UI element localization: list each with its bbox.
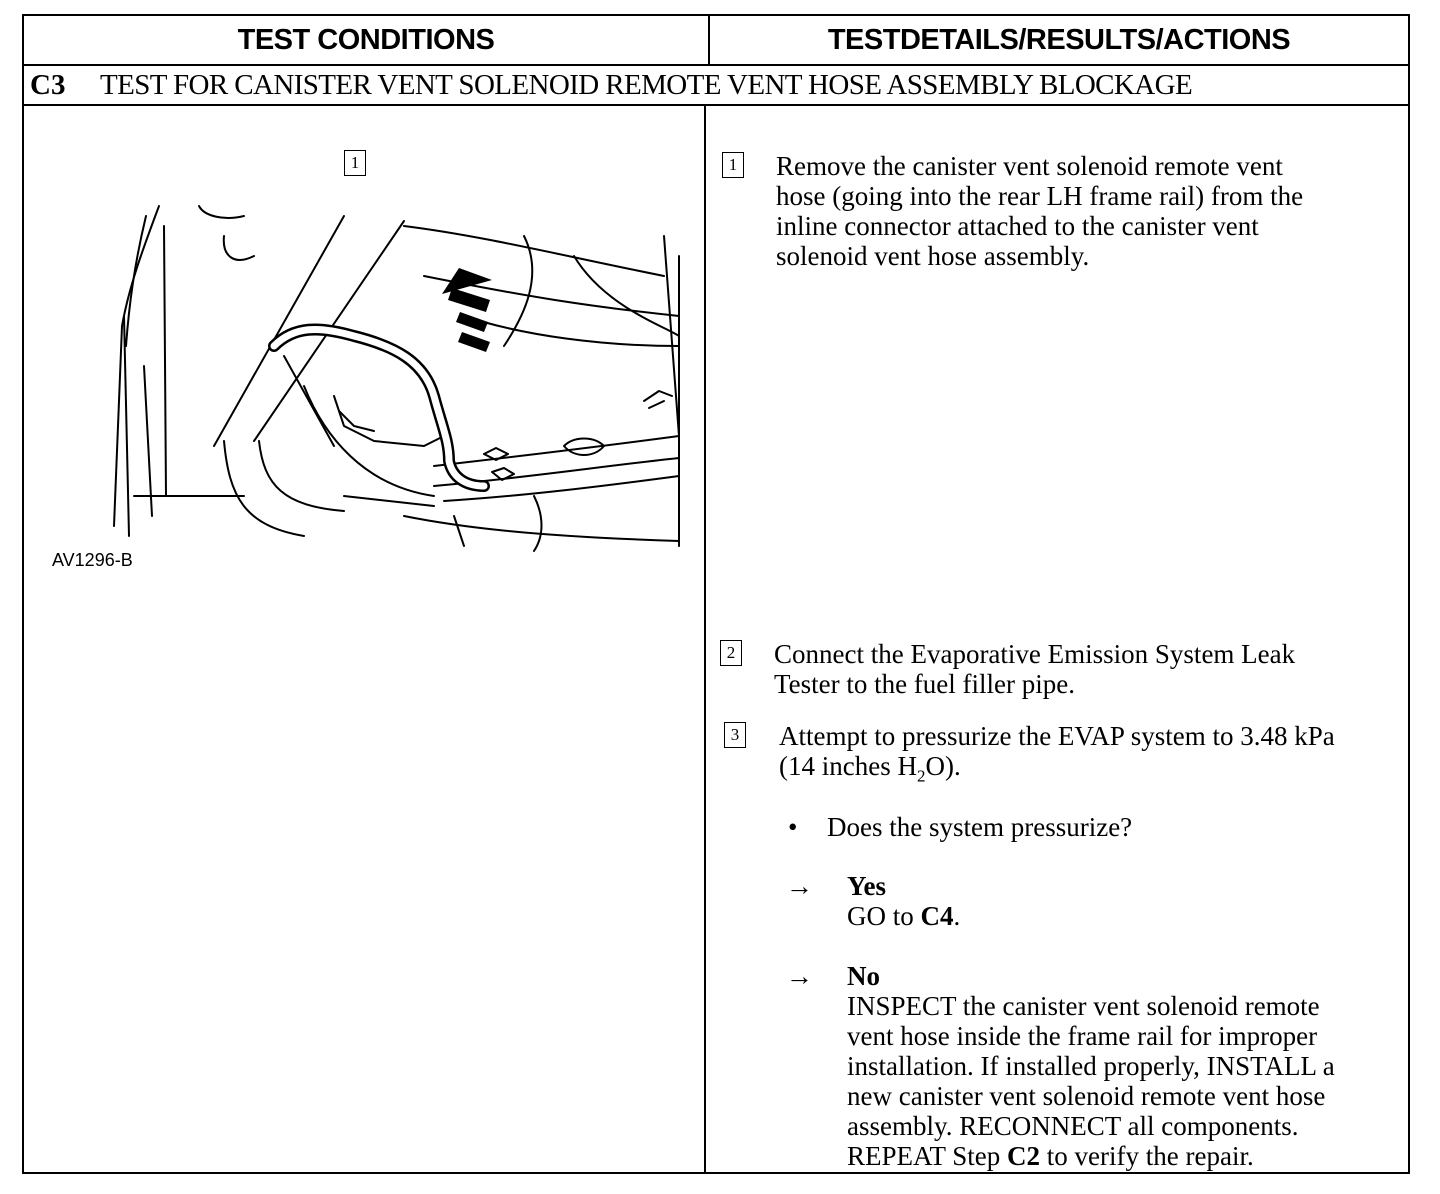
result-no-label: No [847,961,880,991]
result-no-line: installation. If installed properly, INSTALL a [847,1051,1335,1081]
step-title-row [24,66,1408,104]
result-yes-action: GO to C4. [847,901,961,931]
vent-hose-illustration [104,196,684,556]
action-callout-3: 3 [724,722,746,748]
action-callout-2: 2 [720,640,742,666]
figure-id-label: AV1296-B [52,550,133,570]
action-1-line: Remove the canister vent solenoid remote vent [776,151,1283,181]
step-title: TEST FOR CANISTER VENT SOLENOID REMOTE VENT HOSE ASSEMBLY BLOCKAGE [100,68,1193,101]
action-callout-1: 1 [722,152,744,178]
result-yes-label: Yes [847,871,886,901]
yes-arrow-icon: → [786,871,813,901]
action-3-line-1: Attempt to pressurize the EVAP system to 3.48 kPa [779,721,1335,751]
question-text: Does the system pressurize? [827,812,1133,842]
result-no-last-line: REPEAT Step C2 to verify the repair. [847,1141,1254,1171]
diagnostic-table [22,14,1410,1174]
result-no [847,961,1335,1171]
result-no-line: new canister vent solenoid remote vent hose [847,1081,1326,1111]
result-no-line: assembly. RECONNECT all components. [847,1111,1299,1141]
action-1-line: solenoid vent hose assembly. [776,241,1090,271]
action-3-line-2: (14 inches $H_2O$). [779,751,961,786]
result-yes [847,871,960,931]
action-1-line: hose (going into the rear LH frame rail) from the [776,181,1304,211]
no-arrow-icon: → [786,961,813,991]
action-2-line: Connect the Evaporative Emission System Leak [774,639,1296,669]
header-test-details: TESTDETAILS/RESULTS/ACTIONS [827,23,1291,56]
result-no-line: INSPECT the canister vent solenoid remote [847,991,1320,1021]
action-1-text [776,151,1303,271]
figure-callout-1: 1 [344,150,366,176]
action-1-line: inline connector attached to the canister vent [776,211,1259,241]
action-2-line: Tester to the fuel filler pipe. [774,669,1075,699]
step-code: C3 [30,68,66,101]
action-2-text [774,639,1295,699]
column-divider [704,106,706,1172]
action-3-text [779,721,1335,791]
header-test-conditions: TEST CONDITIONS [237,23,495,56]
title-rule [24,104,1408,106]
question-bullet: • [788,812,798,842]
result-no-line: vent hose inside the frame rail for improper [847,1021,1318,1051]
